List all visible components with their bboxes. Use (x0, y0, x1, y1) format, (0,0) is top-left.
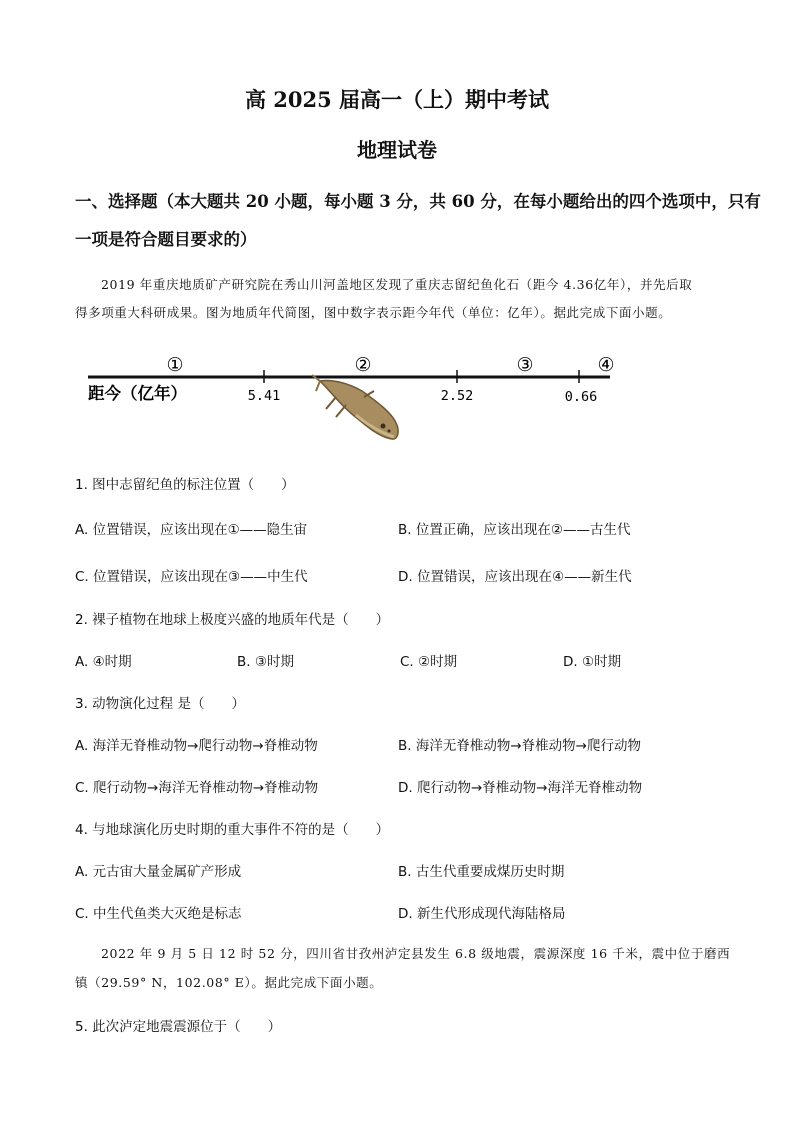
q3-option-d[interactable]: D. 爬行动物→脊椎动物→海洋无脊椎动物 (398, 780, 643, 796)
period-label-3: ③ (516, 354, 534, 376)
geologic-timeline-figure (80, 345, 640, 445)
q3-option-c[interactable]: C. 爬行动物→海洋无脊椎动物→脊椎动物 (75, 780, 319, 796)
period-label-2: ② (354, 354, 372, 376)
q1-option-a[interactable]: A. 位置错误，应该出现在①——隐生宙 (75, 522, 308, 538)
q3-option-b[interactable]: B. 海洋无脊椎动物→脊椎动物→爬行动物 (398, 738, 641, 754)
q1-option-c[interactable]: C. 位置错误，应该出现在③——中生代 (75, 569, 308, 585)
question-1-stem: 1. 图中志留纪鱼的标注位置（ ） (75, 477, 295, 493)
question-4-stem: 4. 与地球演化历史时期的重大事件不符的是（ ） (75, 822, 390, 838)
question-5-stem: 5. 此次泸定地震震源位于（ ） (75, 1019, 282, 1035)
period-label-1: ① (166, 354, 184, 376)
q4-option-d[interactable]: D. 新生代形成现代海陆格局 (398, 906, 566, 922)
tick-label-3: 0.66 (564, 389, 598, 405)
q1-option-b[interactable]: B. 位置正确，应该出现在②——古生代 (398, 522, 631, 538)
q2-option-d[interactable]: D. ①时期 (563, 654, 622, 670)
tick-label-2: 2.52 (440, 388, 474, 404)
q2-option-c[interactable]: C. ②时期 (400, 654, 458, 670)
q4-option-b[interactable]: B. 古生代重要成煤历史时期 (398, 864, 565, 880)
passage1-line1: 2019 年重庆地质矿产研究院在秀山川河盖地区发现了重庆志留纪鱼化石（距今 4.36亿年），并先后取 (101, 277, 693, 292)
exam-subtitle: 地理试卷 (357, 138, 437, 162)
section-heading-line2: 一项是符合题目要求的） (75, 230, 257, 249)
q2-option-b[interactable]: B. ③时期 (237, 654, 294, 670)
q3-option-a[interactable]: A. 海洋无脊椎动物→爬行动物→脊椎动物 (75, 738, 318, 754)
period-label-4: ④ (597, 354, 615, 376)
q1-option-d[interactable]: D. 位置错误，应该出现在④——新生代 (398, 569, 632, 585)
axis-label: 距今（亿年） (88, 384, 187, 403)
q4-option-a[interactable]: A. 元古宙大量金属矿产形成 (75, 864, 242, 880)
question-2-stem: 2. 裸子植物在地球上极度兴盛的地质年代是（ ） (75, 612, 390, 628)
exam-title: 高 2025 届高一（上）期中考试 (244, 87, 550, 112)
section-heading-line1: 一、选择题（本大题共 20 小题，每小题 3 分，共 60 分，在每小题给出的四个选项中，只有 (75, 192, 761, 211)
q4-option-c[interactable]: C. 中生代鱼类大灭绝是标志 (75, 906, 242, 922)
passage2-line2: 镇（29.59° N，102.08° E）。据此完成下面小题。 (75, 975, 383, 990)
question-3-stem: 3. 动物演化过程 是（ ） (75, 696, 245, 712)
passage2-line1: 2022 年 9 月 5 日 12 时 52 分，四川省甘孜州泸定县发生 6.8 级地震，震源深度 16 千米，震中位于磨西 (101, 946, 731, 961)
q2-option-a[interactable]: A. ④时期 (75, 654, 132, 670)
passage1-line2: 得多项重大科研成果。图为地质年代简图，图中数字表示距今年代（单位：亿年）。据此完成下面小题。 (75, 305, 672, 320)
tick-label-1: 5.41 (247, 388, 281, 404)
fossil-fish-illustration (312, 375, 398, 439)
